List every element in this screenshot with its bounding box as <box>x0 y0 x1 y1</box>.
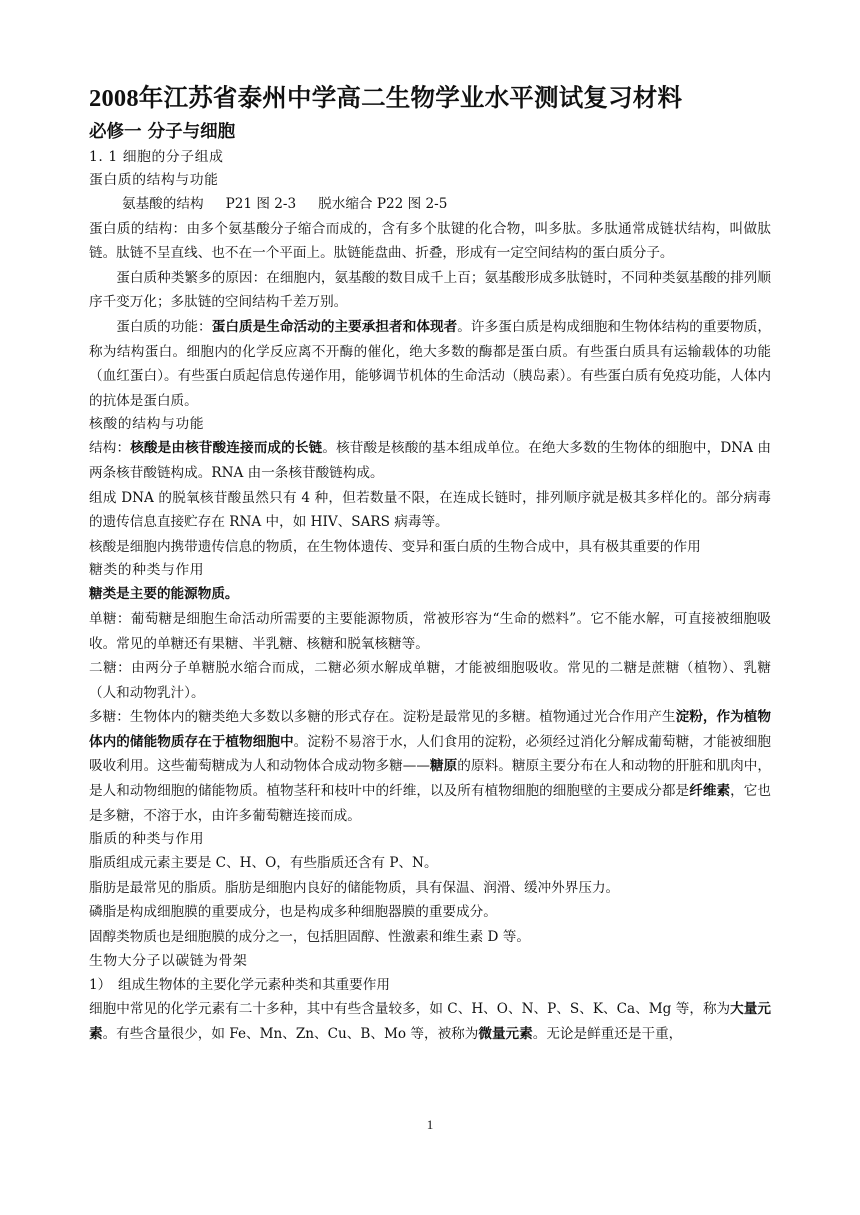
sugar-heading: 糖类的种类与作用 <box>89 562 205 579</box>
macromolecule-heading: 生物大分子以碳链为骨架 <box>89 952 248 969</box>
document-title: 2008年江苏省泰州中学高二生物学业水平测试复习材料 <box>89 85 683 112</box>
elements-text-1: 细胞中常见的化学元素有二十多种，其中有些含量较多，如 C、H、O、N、P、S、K、Ca、Mg 等，称为 <box>89 1001 731 1018</box>
poly-bold-starch: 淀粉，作为植物体内的储能物质存在于植物细胞中 <box>89 709 772 750</box>
protein-figure-refs <box>89 192 771 217</box>
elements-text-2: 。有些含量很少，如 Fe、Mn、Zn、Cu、B、Mo 等，被称为 <box>102 1025 479 1042</box>
elements-paragraph <box>89 997 771 1046</box>
elements-bold-micro: 微量元素 <box>478 1025 533 1042</box>
fat-paragraph: 脂肪是最常见的脂质。脂肪是细胞内良好的储能物质，具有保温、润滑、缓冲外界压力。 <box>89 879 620 896</box>
macromolecule-item-1: 1） 组成生物体的主要化学元素种类和其重要作用 <box>89 976 390 993</box>
section-title: 1. 1 细胞的分子组成 <box>89 149 224 165</box>
monosaccharide-paragraph: 单糖：葡萄糖是细胞生命活动所需要的主要能源物质，常被形容为“生命的燃料”。它不能水解，可直接被细胞吸收。常见的单糖还有果糖、半乳糖、核糖和脱氧核糖等。 <box>89 610 771 652</box>
protein-function-paragraph <box>89 315 771 413</box>
polysaccharide-paragraph <box>89 705 771 828</box>
protein-diversity-paragraph: 蛋白质种类繁多的原因：在细胞内，氨基酸的数目成千上百；氨基酸形成多肽链时，不同种类氨基酸的排列顺序千变万化；多肽链的空间结构千差万别。 <box>89 269 771 311</box>
nucleic-acid-heading: 核酸的结构与功能 <box>89 416 205 433</box>
poly-text-4: ，它也是多糖，不溶于水，由许多葡萄糖连接而成。 <box>89 783 772 824</box>
page-number: 1 <box>426 1117 434 1132</box>
poly-text-3: 的原料。糖原主要分布在人和动物的肝脏和肌肉中，是人和动物细胞的储能物质。植物茎秆和枝叶中的纤维，以及所有植物细胞的细胞壁的主要成分都是 <box>89 758 772 800</box>
elements-bold-macro: 大量元素 <box>89 1001 771 1042</box>
lipid-elements-paragraph: 脂质组成元素主要是 C、H、O，有些脂质还含有 P、N。 <box>89 855 438 872</box>
poly-text-2: 。淀粉不易溶于水，人们食用的淀粉，必须经过消化分解成葡萄糖，才能被细胞吸收利用。这些葡萄糖成为人和动物体合成动物多糖—— <box>89 733 772 775</box>
ref-amino-acid: 氨基酸的结构 <box>122 196 204 212</box>
protein-function-key-point: 蛋白质是生命活动的主要承担者和体现者 <box>211 318 458 335</box>
nucleic-structure-details: 。核苷酸是核酸的基本组成单位。在绝大多数的生物体的细胞中，DNA 由两条核苷酸链构成。RNA 由一条核苷酸链构成。 <box>89 440 772 481</box>
sterol-paragraph: 固醇类物质也是细胞膜的成分之一，包括胆固醇、性激素和维生素 D 等。 <box>89 929 530 946</box>
module-title: 必修一 分子与细胞 <box>89 122 236 142</box>
nucleic-structure-paragraph <box>89 436 771 485</box>
elements-text-3: 。无论是鲜重还是干重， <box>532 1025 683 1042</box>
poly-bold-glycogen: 糖原 <box>429 758 458 775</box>
nucleic-role-paragraph: 核酸是细胞内携带遗传信息的物质，在生物体遗传、变异和蛋白质的生物合成中，具有极其重要的作用 <box>89 538 701 555</box>
protein-function-details: 。许多蛋白质是构成细胞和生物体结构的重要物质，称为结构蛋白。细胞内的化学反应离不开酶的催化，绝大多数的酶都是蛋白质。有些蛋白质具有运输载体的功能（血红蛋白）。有些蛋白质起信息传递作用，能够调节机体的生命活动（胰岛素）。有些蛋白质有免疫功能，人体内的抗体是蛋白质。 <box>89 318 772 409</box>
sugar-key-point: 糖类是主要的能源物质。 <box>89 586 239 603</box>
protein-function-prefix: 蛋白质的功能： <box>116 318 212 335</box>
nucleic-composition-paragraph: 组成 DNA 的脱氧核苷酸虽然只有 4 种，但若数量不限，在连成长链时，排列顺序就是极其多样化的。部分病毒的遗传信息直接贮存在 RNA 中，如 HIV、SARS 病毒等。 <box>89 489 771 531</box>
nucleic-structure-prefix: 结构： <box>89 440 131 457</box>
protein-structure-paragraph: 蛋白质的结构：由多个氨基酸分子缩合而成的，含有多个肽键的化合物，叫多肽。多肽通常成链状结构，叫做肽链。肽链不呈直线、也不在一个平面上。肽链能盘曲、折叠，形成有一定空间结构的蛋白质分子。 <box>89 220 771 262</box>
lipid-heading: 脂质的种类与作用 <box>89 831 205 848</box>
poly-bold-cellulose: 纤维素 <box>689 783 731 800</box>
ref-figure-2-3: P21 图 2-3 <box>225 196 297 212</box>
nucleic-structure-key-point: 核酸是由核苷酸连接而成的长链 <box>130 440 323 457</box>
ref-dehydration: 脱水缩合 P22 图 2-5 <box>318 196 448 212</box>
page-content <box>89 82 771 1046</box>
poly-text-1: 多糖：生物体内的糖类绝大多数以多糖的形式存在。淀粉是最常见的多糖。植物通过光合作用产生 <box>89 709 676 726</box>
protein-heading: 蛋白质的结构与功能 <box>89 172 219 188</box>
phospholipid-paragraph: 磷脂是构成细胞膜的重要成分，也是构成多种细胞器膜的重要成分。 <box>89 904 497 921</box>
disaccharide-paragraph: 二糖：由两分子单糖脱水缩合而成，二糖必须水解成单糖，才能被细胞吸收。常见的二糖是蔗糖（植物）、乳糖（人和动物乳汁）。 <box>89 660 771 701</box>
